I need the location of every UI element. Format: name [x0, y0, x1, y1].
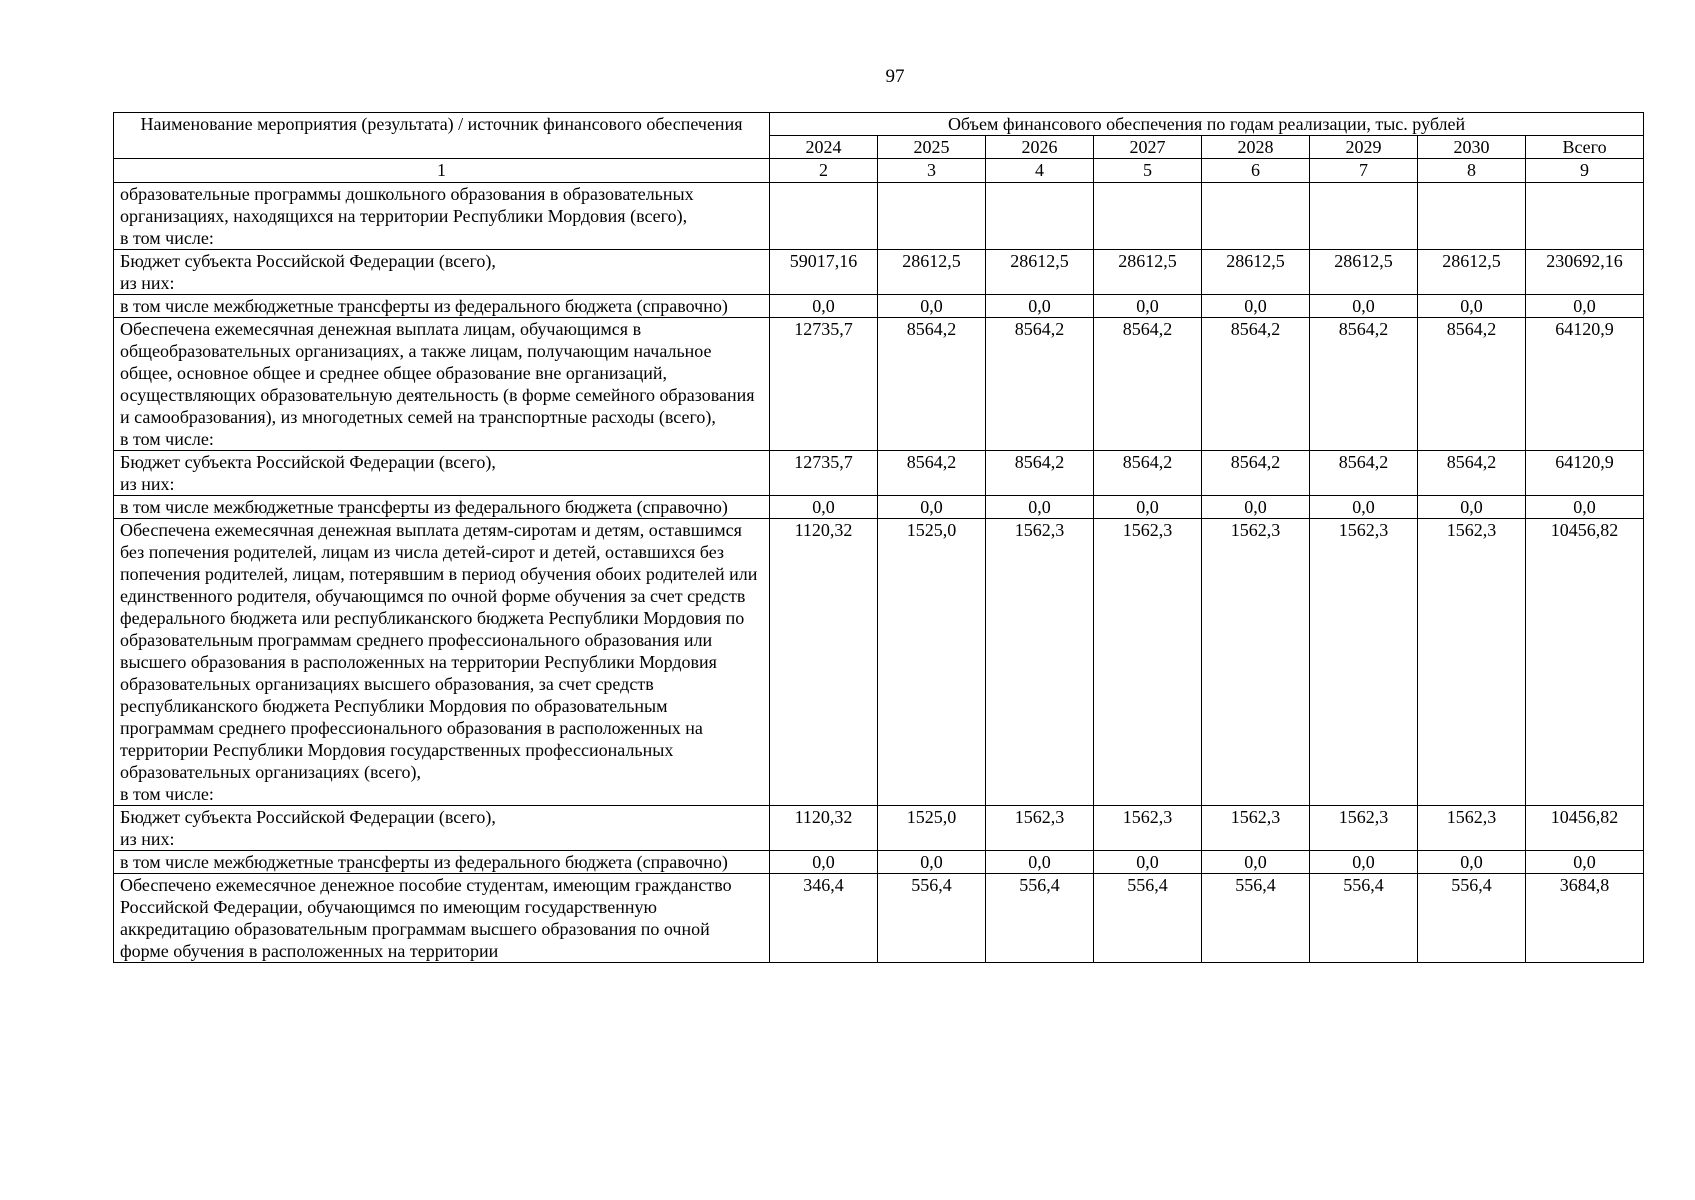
row-year-value: 1562,3 [1310, 806, 1418, 851]
row-year-value: 0,0 [878, 851, 986, 874]
table-row [114, 874, 1644, 963]
row-year-value: 0,0 [770, 851, 878, 874]
column-index: 8 [1418, 159, 1526, 183]
row-year-value: 1562,3 [1202, 519, 1310, 806]
column-index: 4 [986, 159, 1094, 183]
row-year-value: 556,4 [878, 874, 986, 963]
row-year-value: 556,4 [986, 874, 1094, 963]
row-year-value: 556,4 [1310, 874, 1418, 963]
row-year-value: 12735,7 [770, 318, 878, 451]
row-year-value: 0,0 [1310, 851, 1418, 874]
row-year-value: 0,0 [878, 496, 986, 519]
row-total-value: 3684,8 [1526, 874, 1644, 963]
header-year: 2024 [770, 136, 878, 159]
row-year-value: 8564,2 [878, 318, 986, 451]
row-name: в том числе межбюджетные трансферты из федерального бюджета (справочно) [114, 851, 770, 874]
row-total-value: 64120,9 [1526, 451, 1644, 496]
row-year-value: 8564,2 [1310, 451, 1418, 496]
table-body [114, 183, 1644, 963]
row-year-value: 59017,16 [770, 250, 878, 295]
row-name: в том числе межбюджетные трансферты из федерального бюджета (справочно) [114, 496, 770, 519]
row-year-value: 1562,3 [986, 806, 1094, 851]
row-name: Обеспечена ежемесячная денежная выплата лицам, обучающимся в общеобразовательных организациях, а также лицам, получающим начальное общее, основное общее и среднее общее образование вне организаций, осуществляющих образовательную деятельность (в форме семейного образования и самообразования), из многодетных семей на транспортные расходы (всего), в том числе: [114, 318, 770, 451]
row-name: Бюджет субъекта Российской Федерации (всего), из них: [114, 806, 770, 851]
row-year-value: 0,0 [1202, 295, 1310, 318]
column-index: 1 [114, 159, 770, 183]
row-year-value: 0,0 [986, 295, 1094, 318]
header-funding-group: Объем финансового обеспечения по годам реализации, тыс. рублей [770, 113, 1644, 136]
row-name: Обеспечена ежемесячная денежная выплата детям-сиротам и детям, оставшимся без попечения родителей, лицам из числа детей-сирот и детей, оставшихся без попечения родителей, лицам, потерявшим в период обучения обоих родителей или единственного родителя, обучающимся по очной форме обучения за счет средств федерального бюджета или республиканского бюджета Республики Мордовия по образовательным программам среднего профессионального образования или высшего образования в расположенных на территории Республики Мордовия образовательных организациях высшего образования, за счет средств республиканского бюджета Республики Мордовия по образовательным программам среднего профессионального образования в расположенных на территории Республики Мордовия государственных профессиональных образовательных организациях (всего), в том числе: [114, 519, 770, 806]
row-year-value: 8564,2 [1094, 451, 1202, 496]
table-row [114, 496, 1644, 519]
table-row [114, 806, 1644, 851]
row-year-value: 0,0 [986, 851, 1094, 874]
page-number: 97 [885, 66, 905, 87]
row-year-value: 556,4 [1418, 874, 1526, 963]
header-year: 2030 [1418, 136, 1526, 159]
table-row [114, 183, 1644, 250]
table-row [114, 250, 1644, 295]
header-total: Всего [1526, 136, 1644, 159]
row-total-value: 0,0 [1526, 851, 1644, 874]
row-year-value: 0,0 [1418, 496, 1526, 519]
row-year-value: 8564,2 [986, 451, 1094, 496]
row-year-value: 28612,5 [878, 250, 986, 295]
row-year-value: 28612,5 [1202, 250, 1310, 295]
row-year-value: 0,0 [1202, 851, 1310, 874]
column-index: 6 [1202, 159, 1310, 183]
row-year-value: 8564,2 [1202, 451, 1310, 496]
row-year-value: 28612,5 [1094, 250, 1202, 295]
header-name-column: Наименование мероприятия (результата) / источник финансового обеспечения [114, 113, 770, 159]
row-year-value: 0,0 [770, 295, 878, 318]
row-year-value [770, 183, 878, 250]
row-year-value: 0,0 [1202, 496, 1310, 519]
table-row [114, 295, 1644, 318]
row-year-value: 1562,3 [986, 519, 1094, 806]
row-year-value: 1525,0 [878, 519, 986, 806]
row-year-value: 0,0 [1094, 851, 1202, 874]
row-year-value: 28612,5 [1418, 250, 1526, 295]
row-year-value: 0,0 [770, 496, 878, 519]
row-total-value: 10456,82 [1526, 806, 1644, 851]
header-year: 2029 [1310, 136, 1418, 159]
row-year-value: 556,4 [1202, 874, 1310, 963]
row-name: Бюджет субъекта Российской Федерации (всего), из них: [114, 451, 770, 496]
row-year-value [1310, 183, 1418, 250]
row-name: в том числе межбюджетные трансферты из федерального бюджета (справочно) [114, 295, 770, 318]
row-year-value: 8564,2 [1418, 451, 1526, 496]
row-year-value [986, 183, 1094, 250]
row-year-value: 346,4 [770, 874, 878, 963]
header-year: 2026 [986, 136, 1094, 159]
row-year-value: 1120,32 [770, 519, 878, 806]
row-year-value: 0,0 [1094, 496, 1202, 519]
row-year-value: 12735,7 [770, 451, 878, 496]
row-total-value: 0,0 [1526, 295, 1644, 318]
row-year-value: 8564,2 [986, 318, 1094, 451]
row-year-value: 8564,2 [1418, 318, 1526, 451]
row-year-value [878, 183, 986, 250]
row-year-value: 0,0 [986, 496, 1094, 519]
row-total-value: 10456,82 [1526, 519, 1644, 806]
row-year-value: 556,4 [1094, 874, 1202, 963]
row-name: Бюджет субъекта Российской Федерации (всего), из них: [114, 250, 770, 295]
row-year-value: 1562,3 [1418, 519, 1526, 806]
header-year: 2025 [878, 136, 986, 159]
row-year-value: 1562,3 [1202, 806, 1310, 851]
row-year-value: 0,0 [1418, 851, 1526, 874]
row-year-value: 0,0 [1418, 295, 1526, 318]
column-index: 9 [1526, 159, 1644, 183]
row-year-value: 1562,3 [1094, 519, 1202, 806]
financing-table [113, 112, 1644, 963]
table-row [114, 451, 1644, 496]
row-total-value: 230692,16 [1526, 250, 1644, 295]
row-total-value: 0,0 [1526, 496, 1644, 519]
row-year-value: 28612,5 [986, 250, 1094, 295]
row-year-value [1094, 183, 1202, 250]
row-name: Обеспечено ежемесячное денежное пособие студентам, имеющим гражданство Российской Федерации, обучающимся по имеющим государственную аккредитацию образовательным программам высшего образования по очной форме обучения в расположенных на территории [114, 874, 770, 963]
header-year: 2028 [1202, 136, 1310, 159]
row-year-value: 0,0 [1310, 496, 1418, 519]
column-index: 7 [1310, 159, 1418, 183]
row-total-value: 64120,9 [1526, 318, 1644, 451]
row-year-value: 8564,2 [1094, 318, 1202, 451]
row-year-value: 1525,0 [878, 806, 986, 851]
row-year-value: 1120,32 [770, 806, 878, 851]
row-total-value [1526, 183, 1644, 250]
column-index: 3 [878, 159, 986, 183]
row-year-value: 28612,5 [1310, 250, 1418, 295]
header-year: 2027 [1094, 136, 1202, 159]
row-year-value [1418, 183, 1526, 250]
row-year-value: 0,0 [1310, 295, 1418, 318]
column-index: 5 [1094, 159, 1202, 183]
row-year-value: 8564,2 [1310, 318, 1418, 451]
row-year-value: 0,0 [878, 295, 986, 318]
row-year-value: 1562,3 [1310, 519, 1418, 806]
table-row [114, 851, 1644, 874]
row-year-value: 0,0 [1094, 295, 1202, 318]
row-year-value: 8564,2 [878, 451, 986, 496]
row-year-value [1202, 183, 1310, 250]
row-year-value: 8564,2 [1202, 318, 1310, 451]
row-year-value: 1562,3 [1094, 806, 1202, 851]
row-name: образовательные программы дошкольного образования в образовательных организациях, находящихся на территории Республики Мордовия (всего), в том числе: [114, 183, 770, 250]
table-row [114, 318, 1644, 451]
table-row [114, 519, 1644, 806]
column-index: 2 [770, 159, 878, 183]
row-year-value: 1562,3 [1418, 806, 1526, 851]
